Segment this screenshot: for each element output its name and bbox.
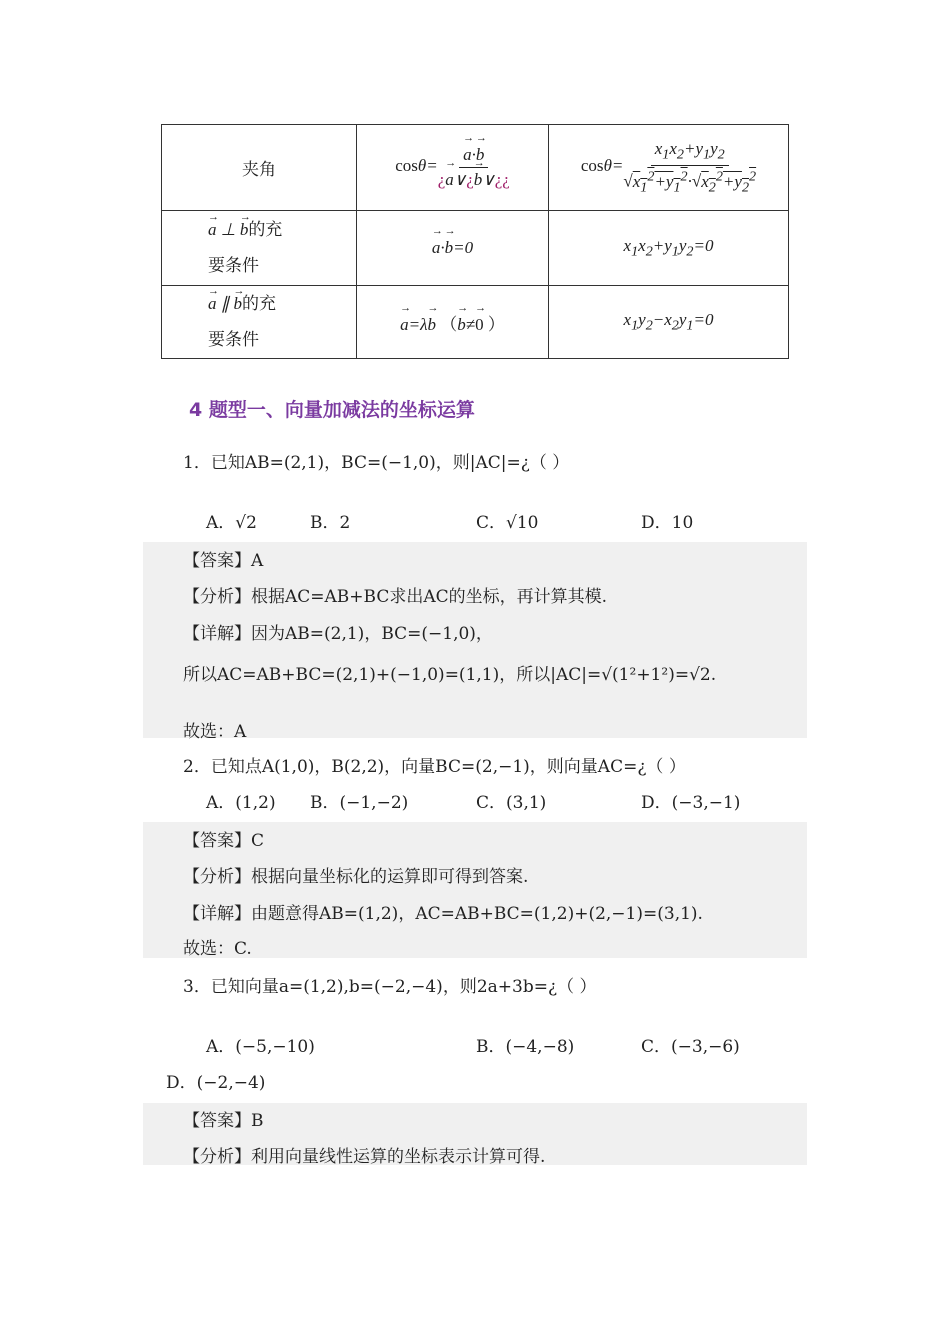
problem-2-detail: 【详解】由题意得AB=(1,2)，AC=AB+BC=(1,2)+(2,−1)=(3,1). xyxy=(183,904,703,924)
parallel-coordinate-formula: $x_1y_2-x_2y_1=0$ xyxy=(549,286,789,359)
parallel-vector-formula: a →=λb → （b →≠0 → ） xyxy=(357,286,549,359)
perpendicular-coordinate-formula: $x_1x_2+y_1y_2=0$ xyxy=(549,211,789,286)
problem-2-conclusion: 故选：C. xyxy=(183,939,252,959)
angle-coordinate-formula: cosθ= $\frac{x_1x_2+y_1y_2}{√x_1^2+y_1^2\cdot√x_2^2+y_2^2}$ xyxy=(549,125,789,211)
row-label-perpendicular: a → ⊥ b →的充 要条件 xyxy=(162,211,357,286)
problem-1-option-c: C．√10 xyxy=(476,513,539,533)
problem-3-option-b: B．(−4,−8) xyxy=(476,1037,575,1057)
problem-2-option-b: B．(−1,−2) xyxy=(310,793,409,813)
problem-2-analysis: 【分析】根据向量坐标化的运算即可得到答案. xyxy=(183,867,529,887)
problem-1-option-b: B．2 xyxy=(310,513,351,533)
table-row xyxy=(162,125,789,211)
problem-1-answer: 【答案】A xyxy=(183,551,264,571)
problem-2-option-d: D．(−3,−1) xyxy=(641,793,741,813)
problem-2-option-c: C．(3,1) xyxy=(476,793,547,813)
perpendicular-vector-formula: a →·b →=0 xyxy=(357,211,549,286)
problem-3-analysis: 【分析】利用向量线性运算的坐标表示计算可得. xyxy=(183,1147,546,1167)
problem-2-answer: 【答案】C xyxy=(183,831,265,851)
section-title: 4 题型一、向量加减法的坐标运算 xyxy=(189,399,475,421)
table-row xyxy=(162,286,789,359)
problem-3-option-d: D．(−2,−4) xyxy=(166,1073,266,1093)
problem-3-option-c: C．(−3,−6) xyxy=(641,1037,740,1057)
problem-3-stem: 3．已知向量a=(1,2),b=(−2,−4)，则2a+3b=¿（ ） xyxy=(183,977,597,997)
row-label-angle: 夹角 xyxy=(162,125,357,211)
problem-2-option-a: A．(1,2) xyxy=(206,793,276,813)
problem-1-stem: 1．已知AB=(2,1)，BC=(−1,0)，则|AC|=¿（ ） xyxy=(183,453,570,473)
problem-1-option-d: D．10 xyxy=(641,513,694,533)
problem-1-option-a: A．√2 xyxy=(206,513,257,533)
problem-1-detail-2: 所以AC=AB+BC=(2,1)+(−1,0)=(1,1)，所以|AC|=√(1²+1²)=√2. xyxy=(183,665,717,685)
problem-1-detail: 【详解】因为AB=(2,1)，BC=(−1,0)， xyxy=(183,624,493,644)
comparison-table xyxy=(161,124,789,359)
problem-3-option-a: A．(−5,−10) xyxy=(206,1037,315,1057)
row-label-parallel: a → ∥ b →的充 要条件 xyxy=(162,286,357,359)
angle-vector-formula: cosθ= $\frac{a \to\cdot b \to}{¿a \to\vee¿b \to\vee¿¿}$ xyxy=(357,125,549,211)
problem-3-answer: 【答案】B xyxy=(183,1111,264,1131)
problem-1-conclusion: 故选：A xyxy=(183,722,247,742)
table-row xyxy=(162,211,789,286)
problem-1-analysis: 【分析】根据AC=AB+BC求出AC的坐标，再计算其模. xyxy=(183,587,608,607)
problem-2-stem: 2．已知点A(1,0)，B(2,2)，向量BC=(2,−1)，则向量AC=¿（ ） xyxy=(183,757,686,777)
